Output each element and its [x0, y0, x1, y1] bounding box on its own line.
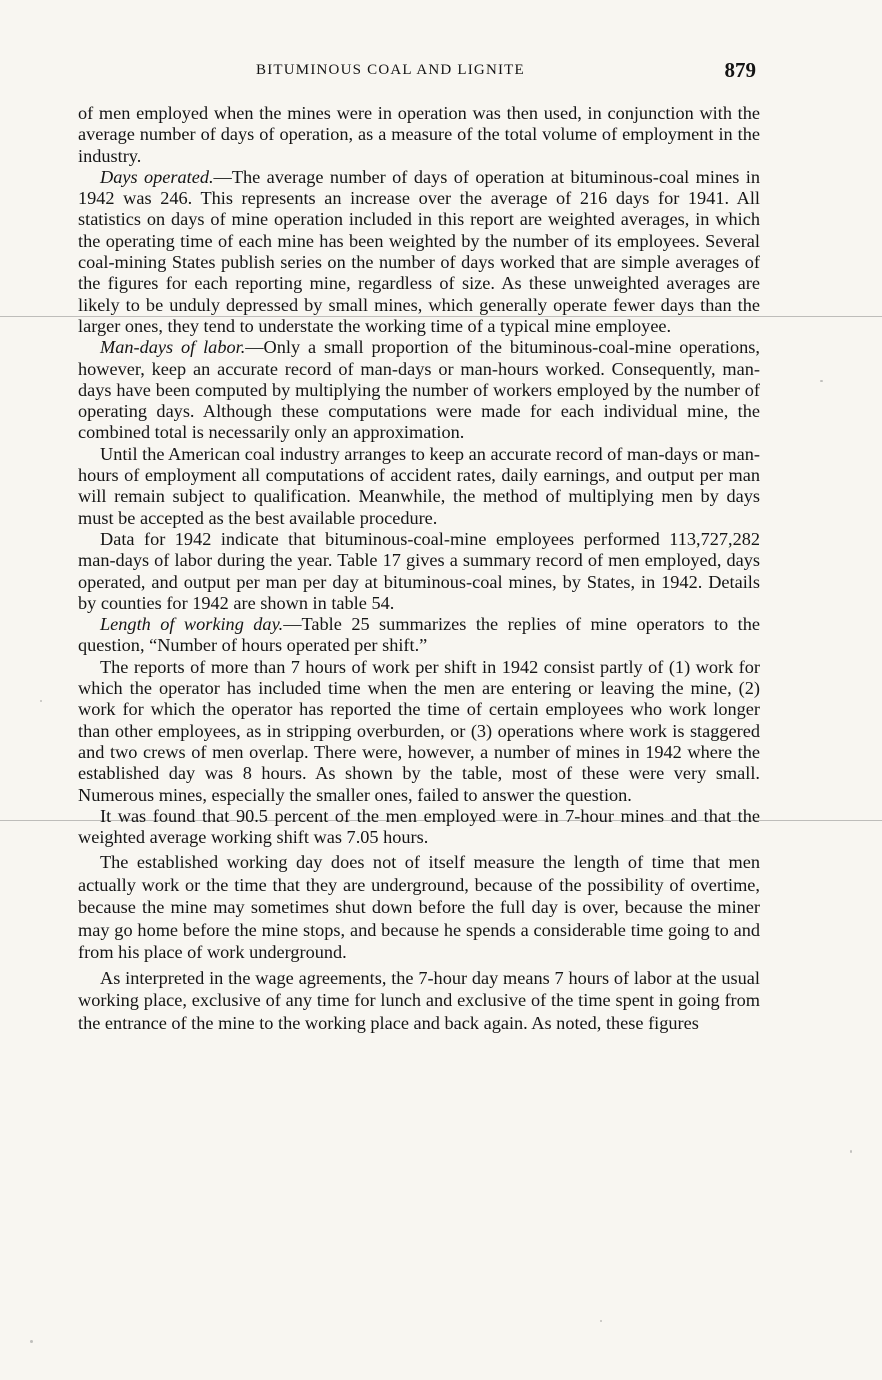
paragraph-text: As interpreted in the wage agreements, the 7-hour day means 7 hours of labor at the usual working place, exclusive of any time for lunch and exclusive of the time spent in going from the entrance of the mine to the working place and back again. As noted, these figures: [78, 967, 760, 1033]
paragraph: [78, 657, 760, 806]
paragraph-text: The reports of more than 7 hours of work per shift in 1942 consist partly of (1) work for which the operator has included time when the men are entering or leaving the mine, (2) work for which the operator has reported the time of certain employees who work longer than other employees, as in stripping overburden, or (3) operations where work is staggered and two crews of men overlap. There were, however, a number of mines in 1942 where the established day was 8 hours. As shown by the table, most of these were very small. Numerous mines, especially the smaller ones, failed to answer the question.: [78, 656, 760, 805]
run-in-heading: Days operated.: [100, 166, 214, 187]
scan-speck: [850, 1150, 852, 1153]
page-number: 879: [724, 58, 756, 82]
paragraph: [78, 167, 760, 337]
run-in-heading: Length of working day.: [100, 614, 284, 635]
scan-speck: [600, 1320, 602, 1322]
paragraph-text: Until the American coal industry arranges to keep an accurate record of man-days or man-hours of employment all computations of accident rates, daily earnings, and output per man will remain subject to qualification. Meanwhile, the method of multiplying men by days must be accepted as the best available procedure.: [78, 443, 760, 528]
paragraph: [78, 444, 760, 529]
paragraph: [78, 337, 760, 443]
paragraph-text: of men employed when the mines were in operation was then used, in conjunction with the average number of days of operation, as a measure of the total volume of employment in the industry.: [78, 103, 760, 166]
paragraph: [78, 967, 760, 1035]
paragraph-text: —Only a small proportion of the bituminous-coal-mine operations, however, keep an accurate record of man-days or man-hours worked. Consequently, man-days have been computed by multiplying the number of workers employed by the number of operating days. Although these computations were made for each individual mine, the combined total is necessarily only an approximation.: [78, 337, 760, 443]
run-in-heading: Man-days of labor.: [100, 337, 246, 358]
scan-speck: [40, 700, 42, 702]
paragraph-text: It was found that 90.5 percent of the men employed were in 7-hour mines and that the weighted average working shift was 7.05 hours.: [78, 805, 760, 848]
scan-speck: [30, 1340, 33, 1343]
paragraph-text: —The average number of days of operation at bituminous-coal mines in 1942 was 246. This represents an increase over the average of 216 days for 1941. All statistics on days of mine operation included in this report are weighted averages, in which the operating time of each mine has been weighted by the number of its employees. Several coal-mining States publish series on the number of days worked that are simple averages of the figures for each reporting mine, regardless of size. As these unweighted averages are likely to be unduly depressed by small mines, which generally operate fewer days than the larger ones, they tend to understate the working time of a typical mine employee.: [78, 166, 760, 336]
paragraph: [78, 529, 760, 614]
paragraph-text: Data for 1942 indicate that bituminous-coal-mine employees performed 113,727,282 man-days of labor during the year. Table 17 gives a summary record of men employed, days operated, and output per man per day at bituminous-coal mines, by States, in 1942. Details by counties for 1942 are shown in table 54.: [78, 528, 760, 613]
paragraph: [78, 614, 760, 657]
paragraph: [78, 851, 760, 964]
scan-speck: [820, 380, 823, 382]
running-title: BITUMINOUS COAL AND LIGNITE: [256, 62, 525, 78]
page-header: [78, 58, 758, 88]
body-text: [78, 103, 760, 1034]
paragraph: [78, 806, 760, 849]
paragraph-text: The established working day does not of itself measure the length of time that men actually work or the time that they are underground, because of the possibility of overtime, because the mine may sometimes shut down before the full day is over, because the miner may go home before the mine stops, and because he spends a considerable time going to and from his place of work underground.: [78, 852, 760, 963]
paragraph: [78, 103, 760, 167]
paragraph-text: —Table 25 summarizes the replies of mine operators to the question, “Number of hours operated per shift.”: [78, 614, 760, 656]
